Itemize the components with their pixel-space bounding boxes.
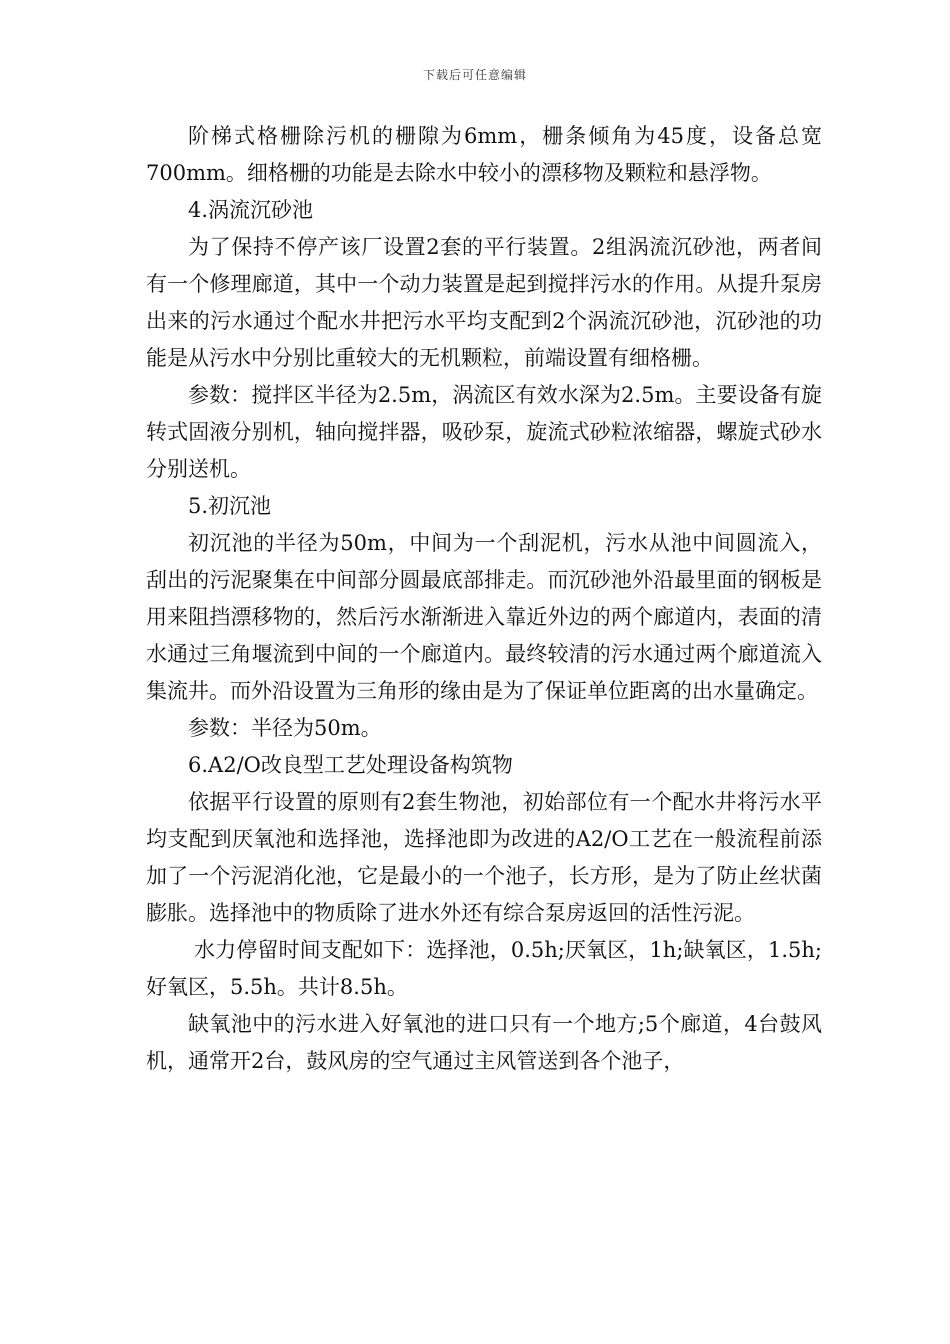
section-heading-primary-clarifier: 5.初沉池 — [188, 494, 272, 518]
paragraph-clarifier-parameters: 参数：半径为50m。 — [188, 716, 382, 740]
paragraph-grit-parameters: 参数：搅拌区半径为2.5m，涡流区有效水深为2.5m。主要设备有旋转式固液分别机，轴向搅拌器，吸砂泵，旋流式砂粒浓缩器，螺旋式砂水分别送机。 — [146, 383, 822, 481]
paragraph-retention-time: 水力停留时间支配如下：选择池，0.5h;厌氧区，1h;缺氧区，1.5h;好氧区，5.5h。共计8.5h。 — [146, 938, 822, 999]
paragraph-anoxic-aerobic: 缺氧池中的污水进入好氧池的进口只有一个地方;5个廊道，4台鼓风机，通常开2台，鼓风房的空气通过主风管送到各个池子， — [146, 1012, 822, 1073]
section-heading-vortex-grit-chamber: 4.涡流沉砂池 — [188, 198, 314, 222]
paragraph-primary-clarifier: 初沉池的半径为50m，中间为一个刮泥机，污水从池中间圆流入，刮出的污泥聚集在中间部分圆最底部排走。而沉砂池外沿最里面的钢板是用来阻挡漂移物的，然后污水渐渐进入靠近外边的两个廊道内，表面的清水通过三角堰流到中间的一个廊道内。最终较清的污水通过两个廊道流入集流井。而外沿设置为三角形的缘由是为了保证单位距离的出水量确定。 — [146, 531, 822, 703]
paragraph-fine-screen: 阶梯式格栅除污机的栅隙为6mm，栅条倾角为45度，设备总宽700mm。细格栅的功能是去除水中较小的漂移物及颗粒和悬浮物。 — [146, 124, 822, 185]
page-header: 下载后可任意编辑 — [422, 68, 527, 82]
paragraph-vortex-grit-chamber: 为了保持不停产该厂设置2套的平行装置。2组涡流沉砂池，两者间有一个修理廊道，其中一个动力装置是起到搅拌污水的作用。从提升泵房出来的污水通过个配水井把污水平均支配到2个涡流沉砂池，沉砂池的功能是从污水中分别比重较大的无机颗粒，前端设置有细格栅。 — [146, 235, 822, 370]
document-body — [146, 118, 822, 1080]
paragraph-a2o-process: 依据平行设置的原则有2套生物池，初始部位有一个配水井将污水平均支配到厌氧池和选择池，选择池即为改进的A2/O工艺在一般流程前添加了一个污泥消化池，它是最小的一个池子，长方形，是为了防止丝状菌膨胀。选择池中的物质除了进水外还有综合泵房返回的活性污泥。 — [146, 790, 822, 925]
section-heading-a2o-process: 6.A2/O改良型工艺处理设备构筑物 — [188, 753, 513, 777]
